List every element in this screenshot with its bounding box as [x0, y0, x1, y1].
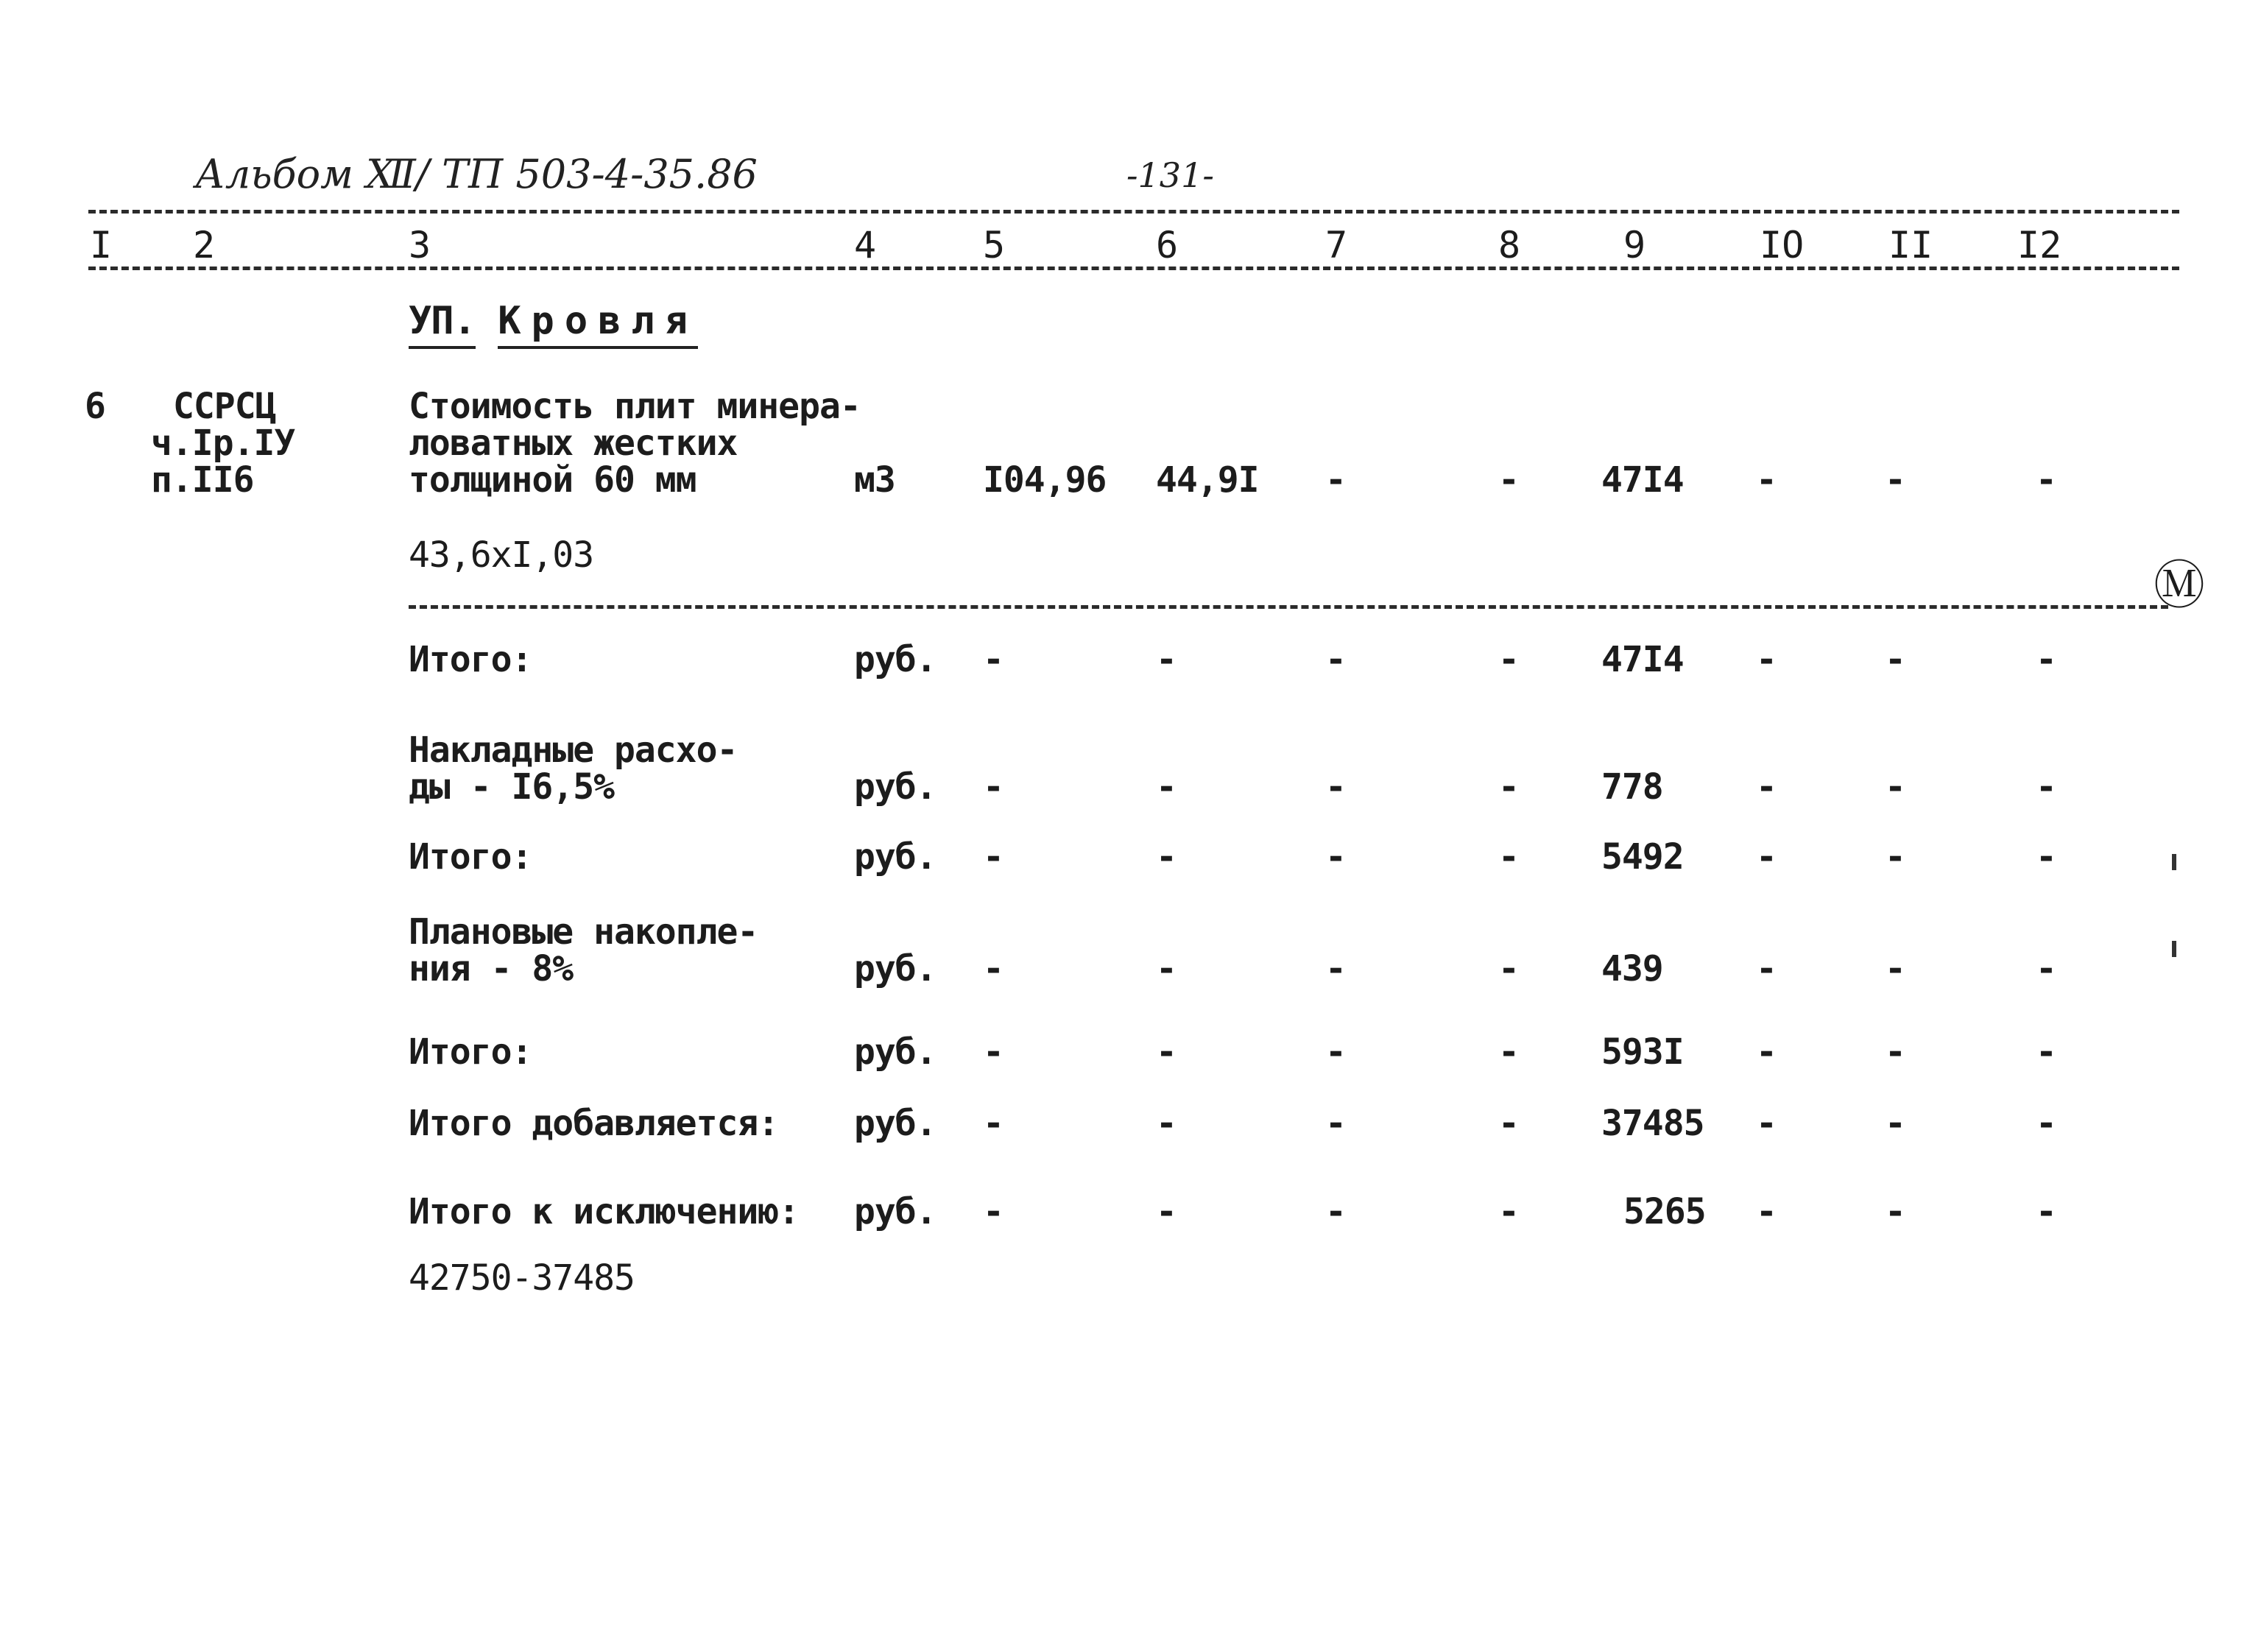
row-col-7: -	[1325, 1191, 1346, 1232]
row-col-5: -	[983, 766, 1003, 808]
col-header-12: I2	[2017, 224, 2062, 266]
row-col-10: -	[1756, 1191, 1777, 1232]
item-desc-line-3: толщиной 60 мм	[409, 459, 696, 501]
row-col-8: -	[1498, 1191, 1519, 1232]
header-rule-top	[88, 210, 2179, 213]
row-col-11: -	[1885, 948, 1905, 989]
row-col-8: -	[1498, 766, 1519, 808]
row-col-5: -	[983, 1191, 1003, 1232]
item-col-8: -	[1498, 459, 1519, 501]
item-desc-line-1: Стоимость плит минера-	[409, 386, 861, 427]
row-col-7: -	[1325, 836, 1346, 878]
margin-tick	[2172, 941, 2176, 957]
item-col-11: -	[1885, 459, 1905, 501]
item-separator	[409, 605, 2168, 609]
item-desc-line-2: ловатных жестких	[409, 423, 738, 464]
row-col-12: -	[2036, 766, 2056, 808]
item-ref-line-2: ч.Iр.IУ	[151, 423, 295, 464]
album-title: Альбом Ⅻ/ ТП 503-4-35.86	[195, 151, 758, 197]
item-col-12: -	[2036, 459, 2056, 501]
row-col-10: -	[1756, 766, 1777, 808]
row-total: 5265	[1623, 1191, 1706, 1232]
row-label: Итого:	[409, 836, 532, 878]
row-col-5: -	[983, 1031, 1003, 1073]
row-col-6: -	[1156, 836, 1177, 878]
item-unit-price: 44,9I	[1156, 459, 1259, 501]
row-total: 778	[1601, 766, 1663, 808]
row-unit: руб.	[854, 1031, 937, 1073]
page-number: -131-	[1126, 155, 1214, 195]
row-col-11: -	[1885, 1031, 1905, 1073]
row-col-8: -	[1498, 1103, 1519, 1144]
row-label-line-2: ды - I6,5%	[409, 766, 614, 808]
row-col-6: -	[1156, 766, 1177, 808]
row-col-11: -	[1885, 1103, 1905, 1144]
row-col-6: -	[1156, 639, 1177, 680]
footer-formula: 42750-37485	[409, 1257, 635, 1299]
col-header-6: 6	[1156, 224, 1179, 266]
row-col-7: -	[1325, 948, 1346, 989]
row-col-12: -	[2036, 1031, 2056, 1073]
row-label: Накладные расхо-	[409, 730, 738, 771]
item-formula: 43,6xI,03	[409, 534, 594, 576]
row-col-5: -	[983, 836, 1003, 878]
row-total: 37485	[1601, 1103, 1704, 1144]
col-header-7: 7	[1325, 224, 1348, 266]
row-label: Итого:	[409, 639, 532, 680]
row-col-8: -	[1498, 1031, 1519, 1073]
row-col-7: -	[1325, 639, 1346, 680]
col-header-10: IO	[1760, 224, 1805, 266]
item-quantity: I04,96	[983, 459, 1107, 501]
row-total: 5492	[1601, 836, 1684, 878]
row-col-12: -	[2036, 1103, 2056, 1144]
row-label: Итого:	[409, 1031, 532, 1073]
row-unit: руб.	[854, 1103, 937, 1144]
row-total: 593I	[1601, 1031, 1684, 1073]
col-header-8: 8	[1498, 224, 1521, 266]
row-col-7: -	[1325, 766, 1346, 808]
row-col-5: -	[983, 1103, 1003, 1144]
item-ref-line-3: п.II6	[151, 459, 254, 501]
row-total: 47I4	[1601, 639, 1684, 680]
row-col-12: -	[2036, 948, 2056, 989]
row-col-7: -	[1325, 1103, 1346, 1144]
col-header-1: I	[90, 224, 113, 266]
row-col-8: -	[1498, 836, 1519, 878]
item-unit: м3	[854, 459, 895, 501]
row-col-12: -	[2036, 639, 2056, 680]
row-col-11: -	[1885, 836, 1905, 878]
col-header-9: 9	[1623, 224, 1646, 266]
margin-tick	[2172, 854, 2176, 870]
row-col-8: -	[1498, 639, 1519, 680]
row-col-11: -	[1885, 766, 1905, 808]
row-col-6: -	[1156, 1103, 1177, 1144]
row-label-line-2: ния - 8%	[409, 948, 574, 989]
row-col-10: -	[1756, 639, 1777, 680]
item-ref-line-1: ССРСЦ	[173, 386, 276, 427]
item-col-10: -	[1756, 459, 1777, 501]
section-title: Кровля	[498, 299, 698, 349]
row-label: Итого добавляется:	[409, 1103, 779, 1144]
item-total: 47I4	[1601, 459, 1684, 501]
header-rule-bottom	[88, 266, 2179, 270]
row-col-12: -	[2036, 1191, 2056, 1232]
row-col-6: -	[1156, 948, 1177, 989]
row-col-10: -	[1756, 836, 1777, 878]
col-header-3: 3	[409, 224, 431, 266]
row-col-8: -	[1498, 948, 1519, 989]
row-col-6: -	[1156, 1191, 1177, 1232]
section-heading	[409, 299, 699, 343]
margin-mark: Ⓜ	[2154, 555, 2205, 615]
row-col-10: -	[1756, 948, 1777, 989]
row-col-5: -	[983, 639, 1003, 680]
row-col-7: -	[1325, 1031, 1346, 1073]
item-number: 6	[85, 386, 105, 427]
col-header-5: 5	[983, 224, 1006, 266]
row-unit: руб.	[854, 836, 937, 878]
row-unit: руб.	[854, 1191, 937, 1232]
section-number: УП.	[409, 299, 476, 349]
row-unit: руб.	[854, 766, 937, 808]
row-col-12: -	[2036, 836, 2056, 878]
col-header-11: II	[1888, 224, 1933, 266]
row-unit: руб.	[854, 948, 937, 989]
row-col-10: -	[1756, 1031, 1777, 1073]
row-col-5: -	[983, 948, 1003, 989]
row-col-6: -	[1156, 1031, 1177, 1073]
row-label: Итого к исключению:	[409, 1191, 800, 1232]
row-col-10: -	[1756, 1103, 1777, 1144]
col-header-4: 4	[854, 224, 877, 266]
row-col-11: -	[1885, 639, 1905, 680]
row-unit: руб.	[854, 639, 937, 680]
item-col-7: -	[1325, 459, 1346, 501]
row-label: Плановые накопле-	[409, 911, 758, 953]
col-header-2: 2	[193, 224, 216, 266]
row-total: 439	[1601, 948, 1663, 989]
row-col-11: -	[1885, 1191, 1905, 1232]
